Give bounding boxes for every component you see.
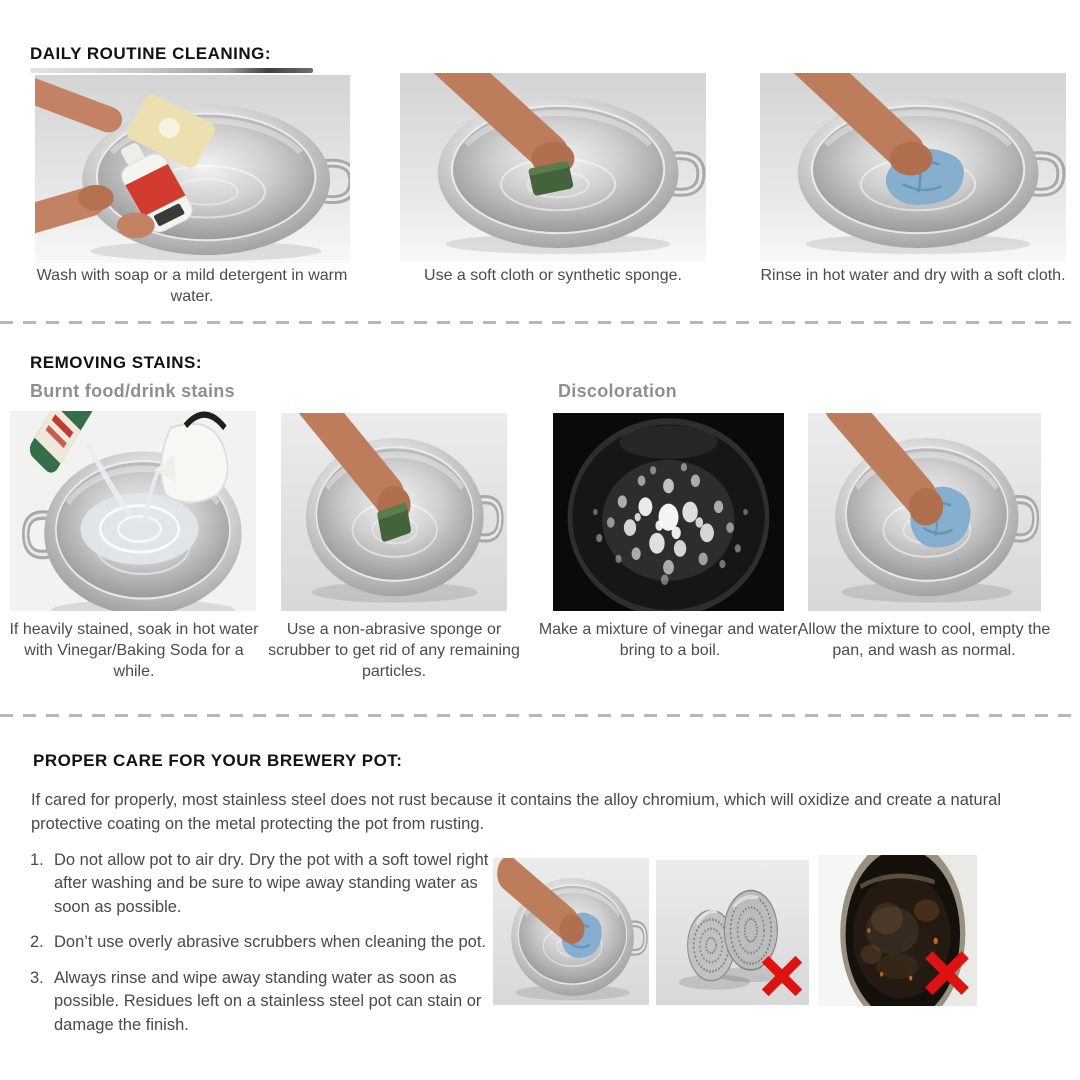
care-list-item bbox=[30, 849, 495, 919]
caption-wash: Wash with soap or a mild detergent in warm water. bbox=[36, 267, 348, 305]
section-stains-heading: REMOVING STAINS: bbox=[30, 353, 203, 372]
caption-sponge: Use a soft cloth or synthetic sponge. bbox=[424, 267, 682, 284]
list-number: 2. bbox=[30, 933, 44, 952]
photo-towel-dry bbox=[493, 858, 649, 1005]
photo-nonabrasive-sponge bbox=[281, 413, 507, 611]
caption-cool: Allow the mixture to cool, empty the pan, and wash as normal. bbox=[797, 621, 1051, 659]
care-list-item bbox=[30, 931, 495, 954]
photo-dry-cloth bbox=[760, 73, 1066, 262]
subheading-burnt-stains: Burnt food/drink stains bbox=[30, 381, 235, 401]
list-text: Always rinse and wipe away standing water as soon as possible. Residues left on a stainless steel pot can stain or damage the finish. bbox=[54, 968, 482, 1034]
dashed-divider-2 bbox=[0, 714, 1080, 717]
caption-scrub: Use a non-abrasive sponge or scrubber to get rid of any remaining particles. bbox=[268, 621, 520, 680]
heading-underline bbox=[30, 68, 313, 73]
list-text: Don’t use overly abrasive scrubbers when cleaning the pot. bbox=[54, 933, 486, 952]
photo-soak-vinegar bbox=[10, 411, 256, 611]
photo-boiling-mixture bbox=[553, 413, 784, 611]
photo-steel-scrubbers bbox=[656, 860, 809, 1005]
list-number: 3. bbox=[30, 968, 44, 987]
caption-rinse: Rinse in hot water and dry with a soft cloth. bbox=[760, 267, 1066, 284]
subheading-discoloration: Discoloration bbox=[558, 381, 677, 401]
photo-wipe-cool-pan bbox=[808, 413, 1041, 611]
list-text: Do not allow pot to air dry. Dry the pot with a soft towel right after washing and be sure to wipe away standing water as soon as possible. bbox=[54, 851, 489, 916]
photo-soft-sponge bbox=[400, 73, 706, 262]
caption-soak: If heavily stained, soak in hot water with Vinegar/Baking Soda for a while. bbox=[9, 621, 259, 680]
care-intro-paragraph: If cared for properly, most stainless steel does not rust because it contains the alloy chromium, which will oxidize and create a natural protective coating on the metal protecting the pot from rusting. bbox=[31, 791, 1001, 833]
caption-boil: Make a mixture of vinegar and water, bring to a boil. bbox=[538, 621, 802, 659]
care-list bbox=[30, 849, 495, 1049]
care-list-item bbox=[30, 967, 495, 1037]
section-care-heading: PROPER CARE FOR YOUR BREWERY POT: bbox=[33, 751, 403, 770]
photo-burnt-pot bbox=[818, 855, 977, 1006]
list-number: 1. bbox=[30, 851, 44, 869]
photo-wash-detergent bbox=[35, 75, 350, 263]
dashed-divider-1 bbox=[0, 321, 1080, 324]
section-daily-heading: DAILY ROUTINE CLEANING: bbox=[30, 44, 272, 63]
